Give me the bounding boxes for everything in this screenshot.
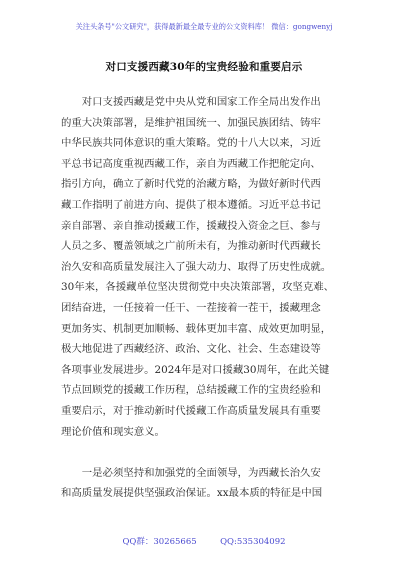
document-title: 对口支援西藏30年的宝贵经验和重要启示 (105, 61, 303, 73)
body-line: 治久安和高质量发展注入了强大动力、取得了历史性成就。 (61, 260, 332, 273)
body-line: 30年来，各援藏单位坚决贯彻党中央决策部署，攻坚克难、 (61, 281, 334, 294)
body-line: 亲自部署、亲自推动援藏工作，援藏投入资金之巨、参与 (61, 219, 321, 232)
footer-qq-group: QQ群：30265665 (122, 537, 197, 547)
body-line: 人员之多、覆盖领域之广前所未有，为推动新时代西藏长 (61, 240, 321, 253)
body-line: 和高质量发展提供坚强政治保证。xx最本质的特征是中国 (61, 487, 323, 500)
header-banner: 关注头条号"公文研究"，获得最新最全最专业的公文资料库！ 微信：gongwenyj (75, 22, 333, 31)
footer-qq: QQ:535304092 (220, 537, 286, 547)
body-line: 一是必须坚持和加强党的全面领导，为西藏长治久安 (61, 466, 321, 479)
paragraph-gap (61, 442, 351, 463)
body-line: 藏工作指明了前进方向、提供了根本遵循。习近平总书记 (61, 198, 321, 211)
body-line: 的重大决策部署，是维护祖国统一、加强民族团结、铸牢 (61, 116, 321, 129)
footer (0, 535, 408, 547)
body-line: 中华民族共同体意识的重大策略。党的十八大以来，习近 (61, 137, 321, 150)
body-line: 各项事业发展进步。2024年是对口援藏30周年，在此关键 (61, 363, 330, 376)
body-line: 理论价值和现实意义。 (61, 425, 165, 438)
body-line: 节点回顾党的援藏工作历程，总结援藏工作的宝贵经验和 (61, 384, 321, 397)
body-line: 对口支援西藏是党中央从党和国家工作全局出发作出 (61, 96, 321, 108)
body-line: 团结奋进，一任接着一任干、一茬接着一茬干，援藏理念 (61, 301, 321, 314)
document-body (61, 92, 351, 504)
body-line: 平总书记高度重视西藏工作，亲自为西藏工作把舵定向、 (61, 157, 321, 170)
body-line: 重要启示，对于推动新时代援藏工作高质量发展具有重要 (61, 404, 321, 417)
body-line: 指引方向，确立了新时代党的治藏方略，为做好新时代西 (61, 178, 321, 191)
body-line: 极大地促进了西藏经济、政治、文化、社会、生态建设等 (61, 343, 321, 356)
body-line: 更加务实、机制更加顺畅、载体更加丰富、成效更加明显， (61, 322, 332, 335)
